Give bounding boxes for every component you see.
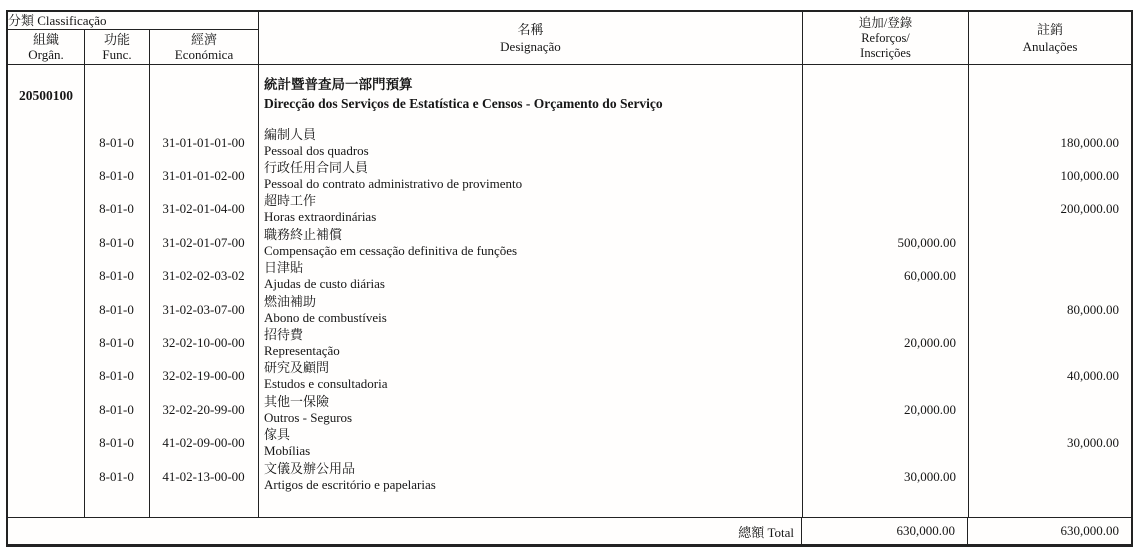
designacao-pt: Pessoal dos quadros (264, 142, 369, 158)
total-anulacoes: 630,000.00 (1060, 523, 1119, 538)
header-func-pt: Func. (102, 47, 132, 62)
org-title-zh: 統計暨普查局一部門預算 (264, 77, 413, 92)
org-code: 20500100 (19, 88, 73, 103)
designacao-zh: 職務終止補償 (264, 226, 343, 242)
anulacoes-amount: 30,000.00 (1067, 435, 1119, 451)
header-reforcos (803, 12, 969, 64)
designacao-zh: 燃油補助 (264, 293, 317, 309)
func-code: 8-01-0 (99, 301, 134, 317)
header-orgao-pt: Orgân. (28, 47, 64, 62)
designacao-pt: Horas extraordinárias (264, 209, 377, 225)
reforcos-amount (802, 193, 968, 226)
header-reforcos-pt2: Inscrições (860, 45, 911, 60)
anulacoes-amount (968, 393, 1131, 426)
column-divider (802, 65, 803, 517)
designacao (258, 326, 802, 359)
header-economica-pt: Económica (174, 47, 234, 62)
econ-code: 41-02-13-00-00 (162, 468, 245, 484)
anulacoes-amount (968, 226, 1131, 259)
header-classificacao-group (8, 12, 259, 64)
econ-code: 31-02-01-04-00 (162, 201, 245, 217)
func-code: 8-01-0 (99, 201, 134, 217)
designacao-zh: 其他一保險 (264, 393, 330, 409)
func-code: 8-01-0 (99, 401, 134, 417)
func-code: 8-01-0 (99, 468, 134, 484)
table-row (8, 159, 1131, 192)
designacao-pt: Ajudas de custo diárias (264, 276, 385, 292)
designacao-zh: 招待費 (264, 327, 304, 343)
designacao-zh: 文儀及辦公用品 (264, 460, 356, 476)
reforcos-amount: 20,000.00 (904, 335, 956, 351)
header-orgao-zh: 組織 (32, 32, 59, 47)
anulacoes-amount: 180,000.00 (1060, 134, 1119, 150)
econ-code: 31-02-02-03-02 (162, 268, 245, 284)
designacao-pt: Compensação em cessação definitiva de funções (264, 242, 518, 258)
anulacoes-amount: 100,000.00 (1060, 168, 1119, 184)
anulacoes-amount (968, 260, 1131, 293)
table-row (8, 126, 1131, 159)
designacao (258, 260, 802, 293)
designacao-pt: Mobílias (264, 443, 311, 459)
anulacoes-amount: 40,000.00 (1067, 368, 1119, 384)
header-reforcos-pt1: Reforços/ (861, 30, 910, 45)
reforcos-amount: 60,000.00 (904, 268, 956, 284)
designacao (258, 427, 802, 460)
table-row (8, 427, 1131, 460)
designacao-zh: 編制人員 (264, 126, 317, 142)
econ-code: 32-02-19-00-00 (162, 368, 245, 384)
reforcos-amount (802, 126, 968, 159)
designacao-zh: 研究及顧問 (264, 360, 330, 376)
header-designacao-zh: 名稱 (517, 22, 544, 37)
header-anulacoes (969, 12, 1131, 64)
reforcos-amount: 30,000.00 (904, 468, 956, 484)
designacao-pt: Estudos e consultadoria (264, 376, 388, 392)
designacao (258, 360, 802, 393)
designacao (258, 226, 802, 259)
column-divider (968, 65, 969, 517)
total-row (8, 517, 1131, 544)
designacao (258, 159, 802, 192)
designacao-pt: Representação (264, 343, 340, 359)
header-anulacoes-pt: Anulações (1022, 39, 1078, 54)
func-code: 8-01-0 (99, 234, 134, 250)
header-economica-zh: 經濟 (190, 32, 217, 47)
econ-code: 31-01-01-02-00 (162, 168, 245, 184)
designacao (258, 293, 802, 326)
econ-code: 32-02-10-00-00 (162, 335, 245, 351)
table-row (8, 260, 1131, 293)
func-code: 8-01-0 (99, 134, 134, 150)
header-func (85, 30, 150, 64)
designacao-pt: Abono de combustíveis (264, 309, 387, 325)
table-row (8, 326, 1131, 359)
econ-code: 31-02-03-07-00 (162, 301, 245, 317)
header-func-zh: 功能 (103, 32, 130, 47)
table-row (8, 393, 1131, 426)
func-code: 8-01-0 (99, 335, 134, 351)
org-title-pt: Direcção dos Serviços de Estatística e Censos - Orçamento do Serviço (264, 96, 663, 111)
header-orgao (8, 30, 85, 64)
reforcos-amount (802, 427, 968, 460)
total-label: 總額 Total (8, 518, 802, 544)
column-divider (149, 65, 150, 517)
designacao-pt: Outros - Seguros (264, 409, 353, 425)
func-code: 8-01-0 (99, 368, 134, 384)
designacao-zh: 行政任用合同人員 (264, 160, 369, 176)
reforcos-amount: 20,000.00 (904, 401, 956, 417)
econ-code: 41-02-09-00-00 (162, 435, 245, 451)
func-code: 8-01-0 (99, 168, 134, 184)
func-code: 8-01-0 (99, 435, 134, 451)
column-divider (258, 65, 259, 517)
table-row (8, 360, 1131, 393)
header-classificacao-subrow (8, 30, 258, 64)
header-designacao (259, 12, 803, 64)
table-row (8, 293, 1131, 326)
designacao (258, 460, 802, 493)
anulacoes-amount: 80,000.00 (1067, 301, 1119, 317)
econ-code: 31-01-01-01-00 (162, 134, 245, 150)
anulacoes-amount (968, 460, 1131, 493)
econ-code: 31-02-01-07-00 (162, 234, 245, 250)
designacao (258, 193, 802, 226)
reforcos-amount (802, 159, 968, 192)
organization-row (8, 73, 1131, 119)
org-title (258, 73, 802, 119)
table-row (8, 226, 1131, 259)
total-reforcos: 630,000.00 (802, 518, 968, 544)
item-rows (8, 126, 1131, 493)
header-economica (150, 30, 258, 64)
designacao-zh: 超時工作 (264, 193, 317, 209)
designacao-pt: Pessoal do contrato administrativo de provimento (264, 176, 523, 192)
econ-code: 32-02-20-99-00 (162, 401, 245, 417)
anulacoes-amount: 200,000.00 (1060, 201, 1119, 217)
column-divider (84, 65, 85, 517)
designacao (258, 126, 802, 159)
reforcos-amount (802, 293, 968, 326)
reforcos-amount (802, 360, 968, 393)
header-classificacao: 分類 Classificação (8, 12, 258, 30)
table-row (8, 193, 1131, 226)
budget-table (6, 10, 1133, 547)
designacao (258, 393, 802, 426)
header-reforcos-zh: 追加/登錄 (858, 15, 913, 30)
header-designacao-pt: Designação (500, 39, 561, 54)
designacao-pt: Artigos de escritório e papelarias (264, 476, 436, 492)
reforcos-amount: 500,000.00 (897, 234, 956, 250)
table-body (8, 65, 1131, 517)
table-header (8, 12, 1131, 65)
designacao-zh: 日津貼 (264, 260, 304, 276)
table-row (8, 460, 1131, 493)
func-code: 8-01-0 (99, 268, 134, 284)
header-anulacoes-zh: 註銷 (1036, 22, 1063, 37)
anulacoes-amount (968, 326, 1131, 359)
designacao-zh: 傢具 (264, 427, 291, 443)
